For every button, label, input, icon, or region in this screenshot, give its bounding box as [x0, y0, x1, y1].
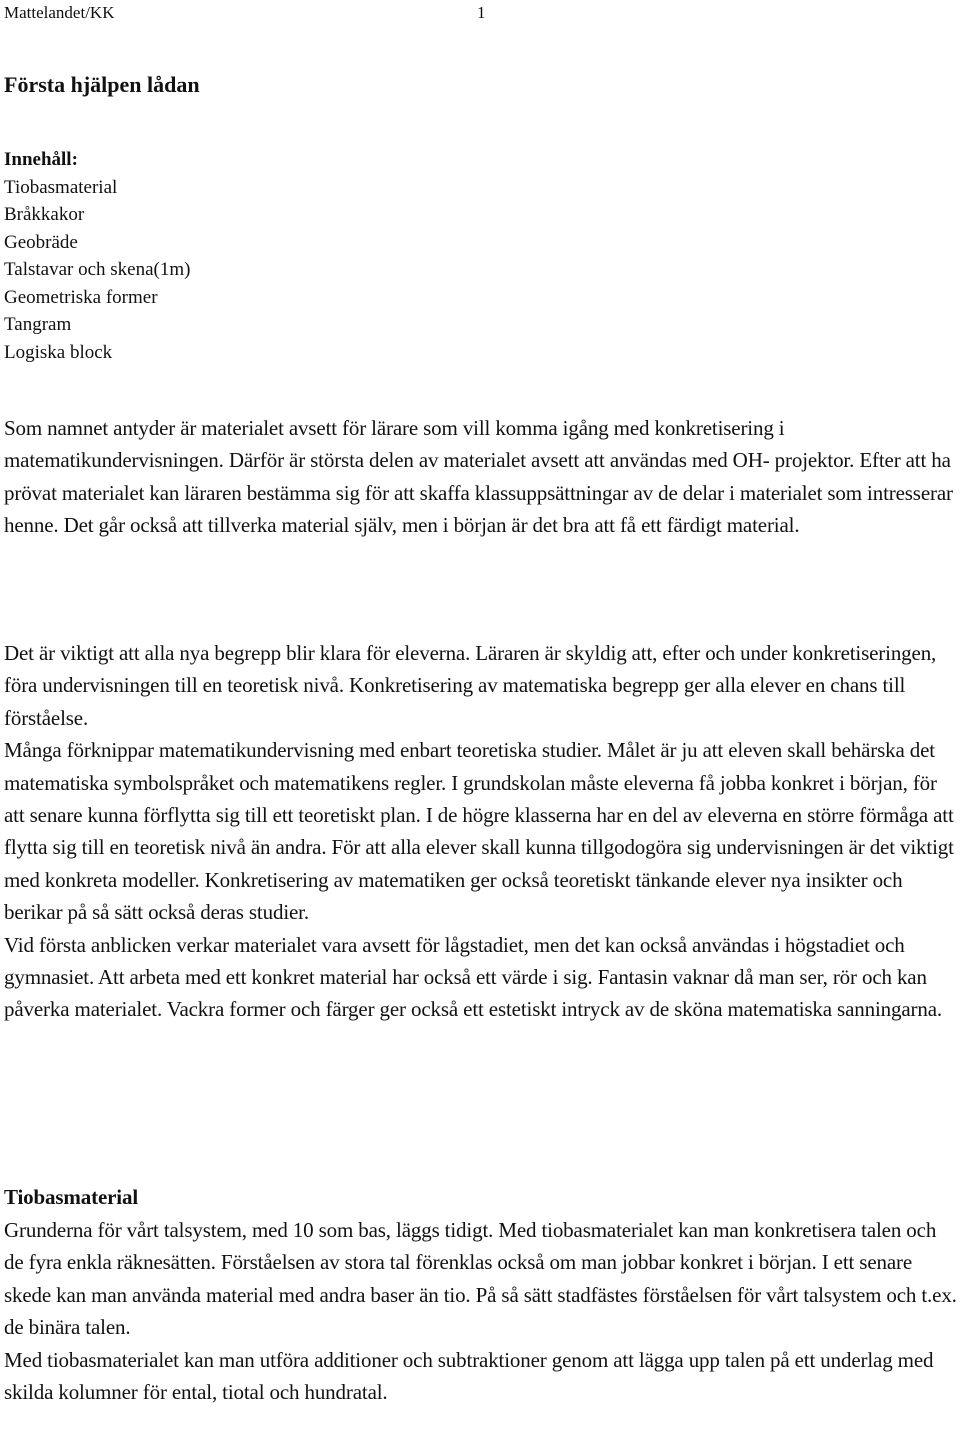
section-heading: Tiobasmaterial	[4, 1185, 139, 1209]
section-paragraph: Med tiobasmaterialet kan man utföra additioner och subtraktioner genom att lägga upp talen på ett underlag med skilda kolumner för ental, tiotal och hundratal.	[4, 1347, 934, 1405]
running-header	[4, 2, 960, 24]
header-source-label: Mattelandet/KK	[4, 3, 115, 22]
section-paragraph: Grunderna för vårt talsystem, med 10 som bas, läggs tidigt. Med tiobasmaterialet kan man konkretisera talen och de fyra enkla räknesätten. Förståelsen av stora tal förenklas också om man jobbar konkret i början. I ett senare skede kan man använda material med andra baser än tio. På så sätt stadfästes förståelsen för vårt talsystem och t.ex. de binära talen.	[4, 1218, 957, 1340]
document-title: Första hjälpen lådan	[4, 72, 200, 97]
discussion-paragraph: Det är viktigt att alla nya begrepp blir klara för eleverna. Läraren är skyldig att, efter och under konkretiseringen, föra undervisningen till en teoretisk nivå. Konkretisering av matematiska begrepp ger alla elever en chans till förståelse.	[4, 641, 937, 730]
intro-section	[4, 412, 960, 541]
contents-item: Geobräde	[4, 231, 78, 253]
discussion-paragraph: Många förknippar matematikundervisning med enbart teoretiska studier. Målet är ju att eleven skall behärska det matematiska symbolspråket och matematikens regler. I grundskolan måste eleverna få jobba konkret i början, för att senare kunna förflytta sig till ett teoretiskt plan. I de högre klasserna har en del av eleverna en större förmåga att flytta sig till en teoretisk nivå än andra. För att alla elever skall kunna tillgodogöra sig undervisningen är det viktigt med konkreta modeller. Konkretisering av matematiken ger också teoretiskt tänkande elever nya insikter och berikar på så sätt också deras studier.	[4, 738, 954, 925]
contents-item: Tangram	[4, 314, 72, 335]
contents-item: Talstavar och skena(1m)	[4, 259, 191, 280]
discussion-section	[4, 637, 960, 1026]
tiobasmaterial-section	[4, 1180, 960, 1408]
intro-paragraph: Som namnet antyder är materialet avsett för lärare som vill komma igång med konkretisering i matematikundervisningen. Därför är största delen av materialet avsett att användas med OH- projektor. Efter att ha prövat materialet kan läraren bestämma sig för att skaffa klassuppsättningar av de delar i materialet som intresserar henne. Det går också att tillverka material själv, men i början är det bra att få ett färdigt material.	[4, 416, 953, 537]
contents-item: Logiska block	[4, 341, 113, 363]
contents-items	[4, 174, 190, 367]
contents-item: Tiobasmaterial	[4, 176, 118, 198]
discussion-paragraph: Vid första anblicken verkar materialet vara avsett för lågstadiet, men det kan också användas i högstadiet och gymnasiet. Att arbeta med ett konkret material har också ett värde i sig. Fantasin vaknar då man ser, rör och kan påverka materialet. Vackra former och färger ger också ett estetiskt intryck av de sköna matematiska sanningarna.	[4, 932, 942, 1022]
contents-item: Geometriska former	[4, 286, 158, 308]
contents-heading: Innehåll:	[4, 149, 78, 170]
page-number: 1	[477, 3, 486, 22]
contents-list	[4, 146, 190, 366]
contents-item: Bråkkakor	[4, 204, 85, 225]
